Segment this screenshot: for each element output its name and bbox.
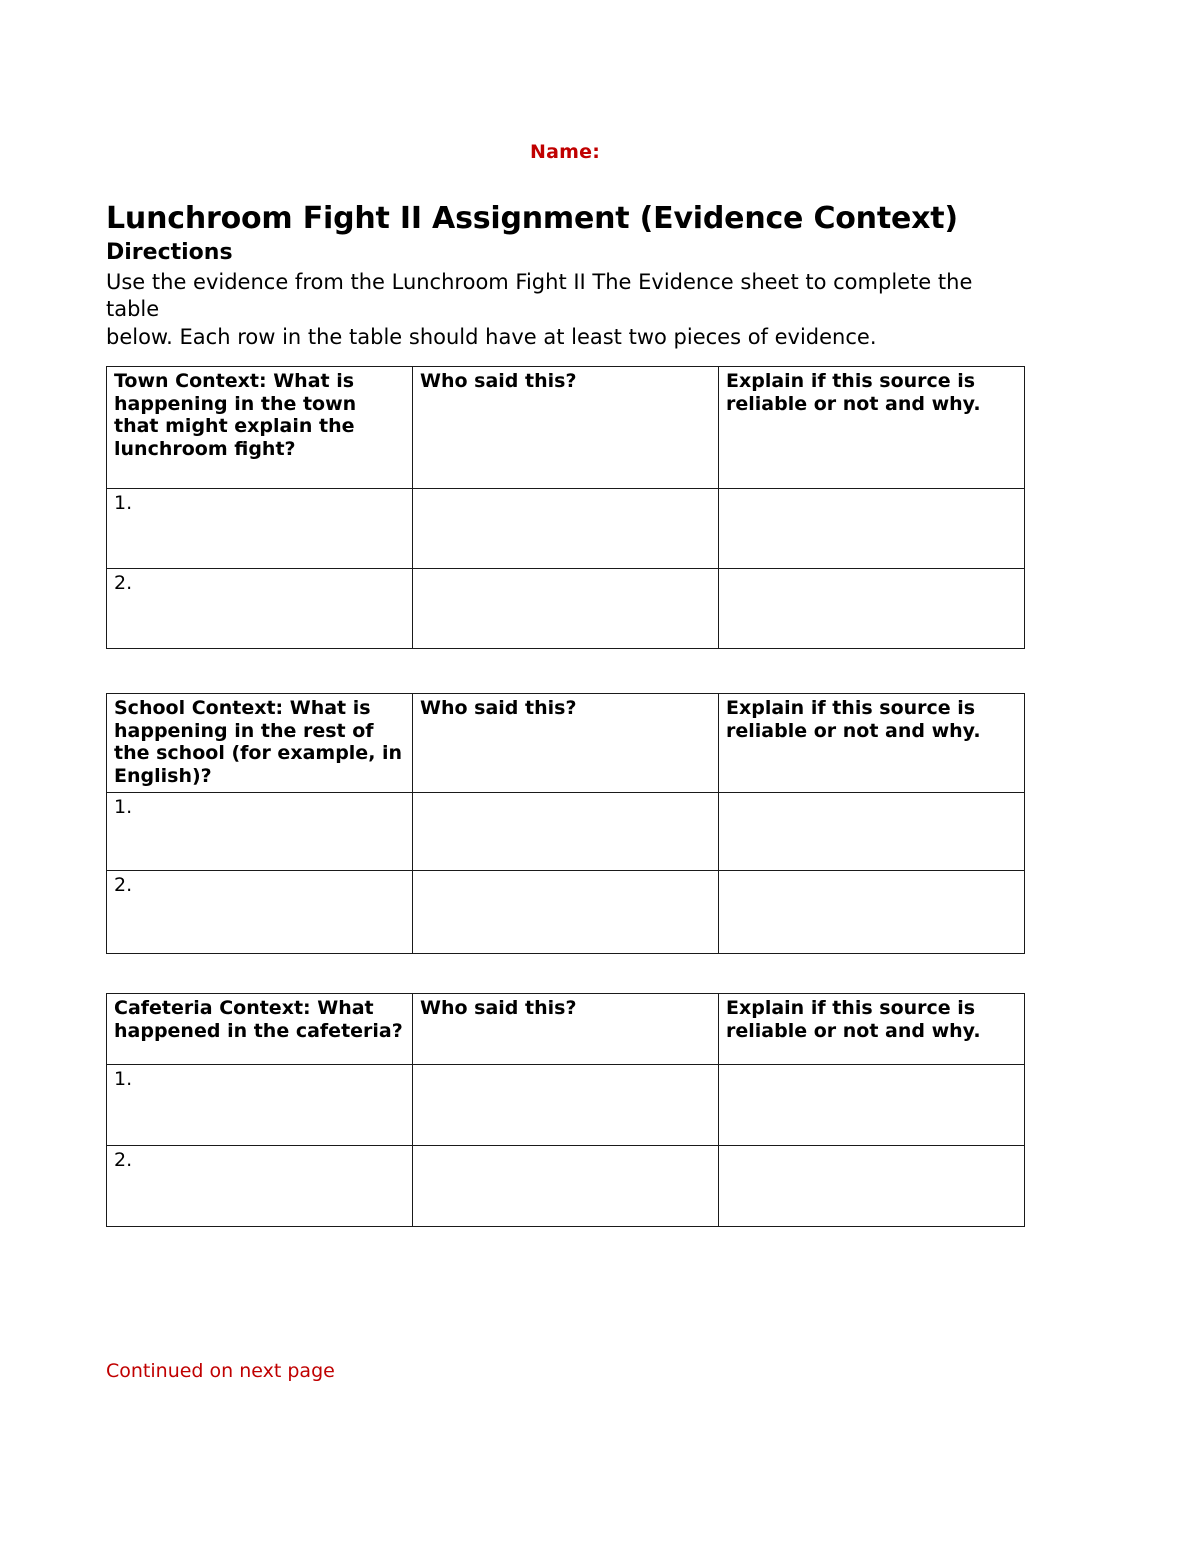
column-header-who-said-this: Who said this? [413,694,719,793]
directions-line-1: Use the evidence from the Lunchroom Fight II The Evidence sheet to complete the [106,269,973,294]
who-said-this-cell[interactable] [413,793,719,871]
who-said-this-cell[interactable] [413,1065,719,1146]
column-header-reliability: Explain if this source is reliable or not and why. [719,694,1025,793]
page-title: Lunchroom Fight II Assignment (Evidence Context) [106,201,958,237]
column-header-reliability: Explain if this source is reliable or not and why. [719,367,1025,489]
who-said-this-cell[interactable] [413,569,719,649]
cafeteria-context-table [106,993,1025,1227]
column-header-context: School Context: What is happening in the rest of the school (for example, in English)? [107,694,413,793]
table-row [107,489,1025,569]
column-header-who-said-this: Who said this? [413,367,719,489]
directions-line-3: below. Each row in the table should have at least two pieces of evidence. [106,325,877,350]
table-row [107,569,1025,649]
school-context-table [106,693,1025,954]
reliability-cell[interactable] [719,1146,1025,1227]
directions-line-2: table [106,297,160,322]
reliability-cell[interactable] [719,569,1025,649]
table-row [107,793,1025,871]
row-number: 1. [107,793,413,871]
continued-note: Continued on next page [106,1360,335,1382]
row-number: 2. [107,569,413,649]
directions-heading: Directions [106,240,233,265]
column-header-context: Cafeteria Context: What happened in the cafeteria? [107,994,413,1065]
column-header-context: Town Context: What is happening in the town that might explain the lunchroom fight? [107,367,413,489]
column-header-who-said-this: Who said this? [413,994,719,1065]
row-number: 2. [107,1146,413,1227]
town-context-table [106,366,1025,649]
table-header-row [107,367,1025,489]
reliability-cell[interactable] [719,871,1025,954]
who-said-this-cell[interactable] [413,489,719,569]
table-row [107,871,1025,954]
column-header-reliability: Explain if this source is reliable or not and why. [719,994,1025,1065]
name-field-label: Name: [529,141,600,163]
who-said-this-cell[interactable] [413,1146,719,1227]
row-number: 1. [107,489,413,569]
table-header-row [107,694,1025,793]
who-said-this-cell[interactable] [413,871,719,954]
reliability-cell[interactable] [719,1065,1025,1146]
table-row [107,1146,1025,1227]
directions-text [106,269,1096,353]
directions-section [106,239,1106,352]
row-number: 2. [107,871,413,954]
reliability-cell[interactable] [719,793,1025,871]
reliability-cell[interactable] [719,489,1025,569]
row-number: 1. [107,1065,413,1146]
table-row [107,1065,1025,1146]
table-header-row [107,994,1025,1065]
